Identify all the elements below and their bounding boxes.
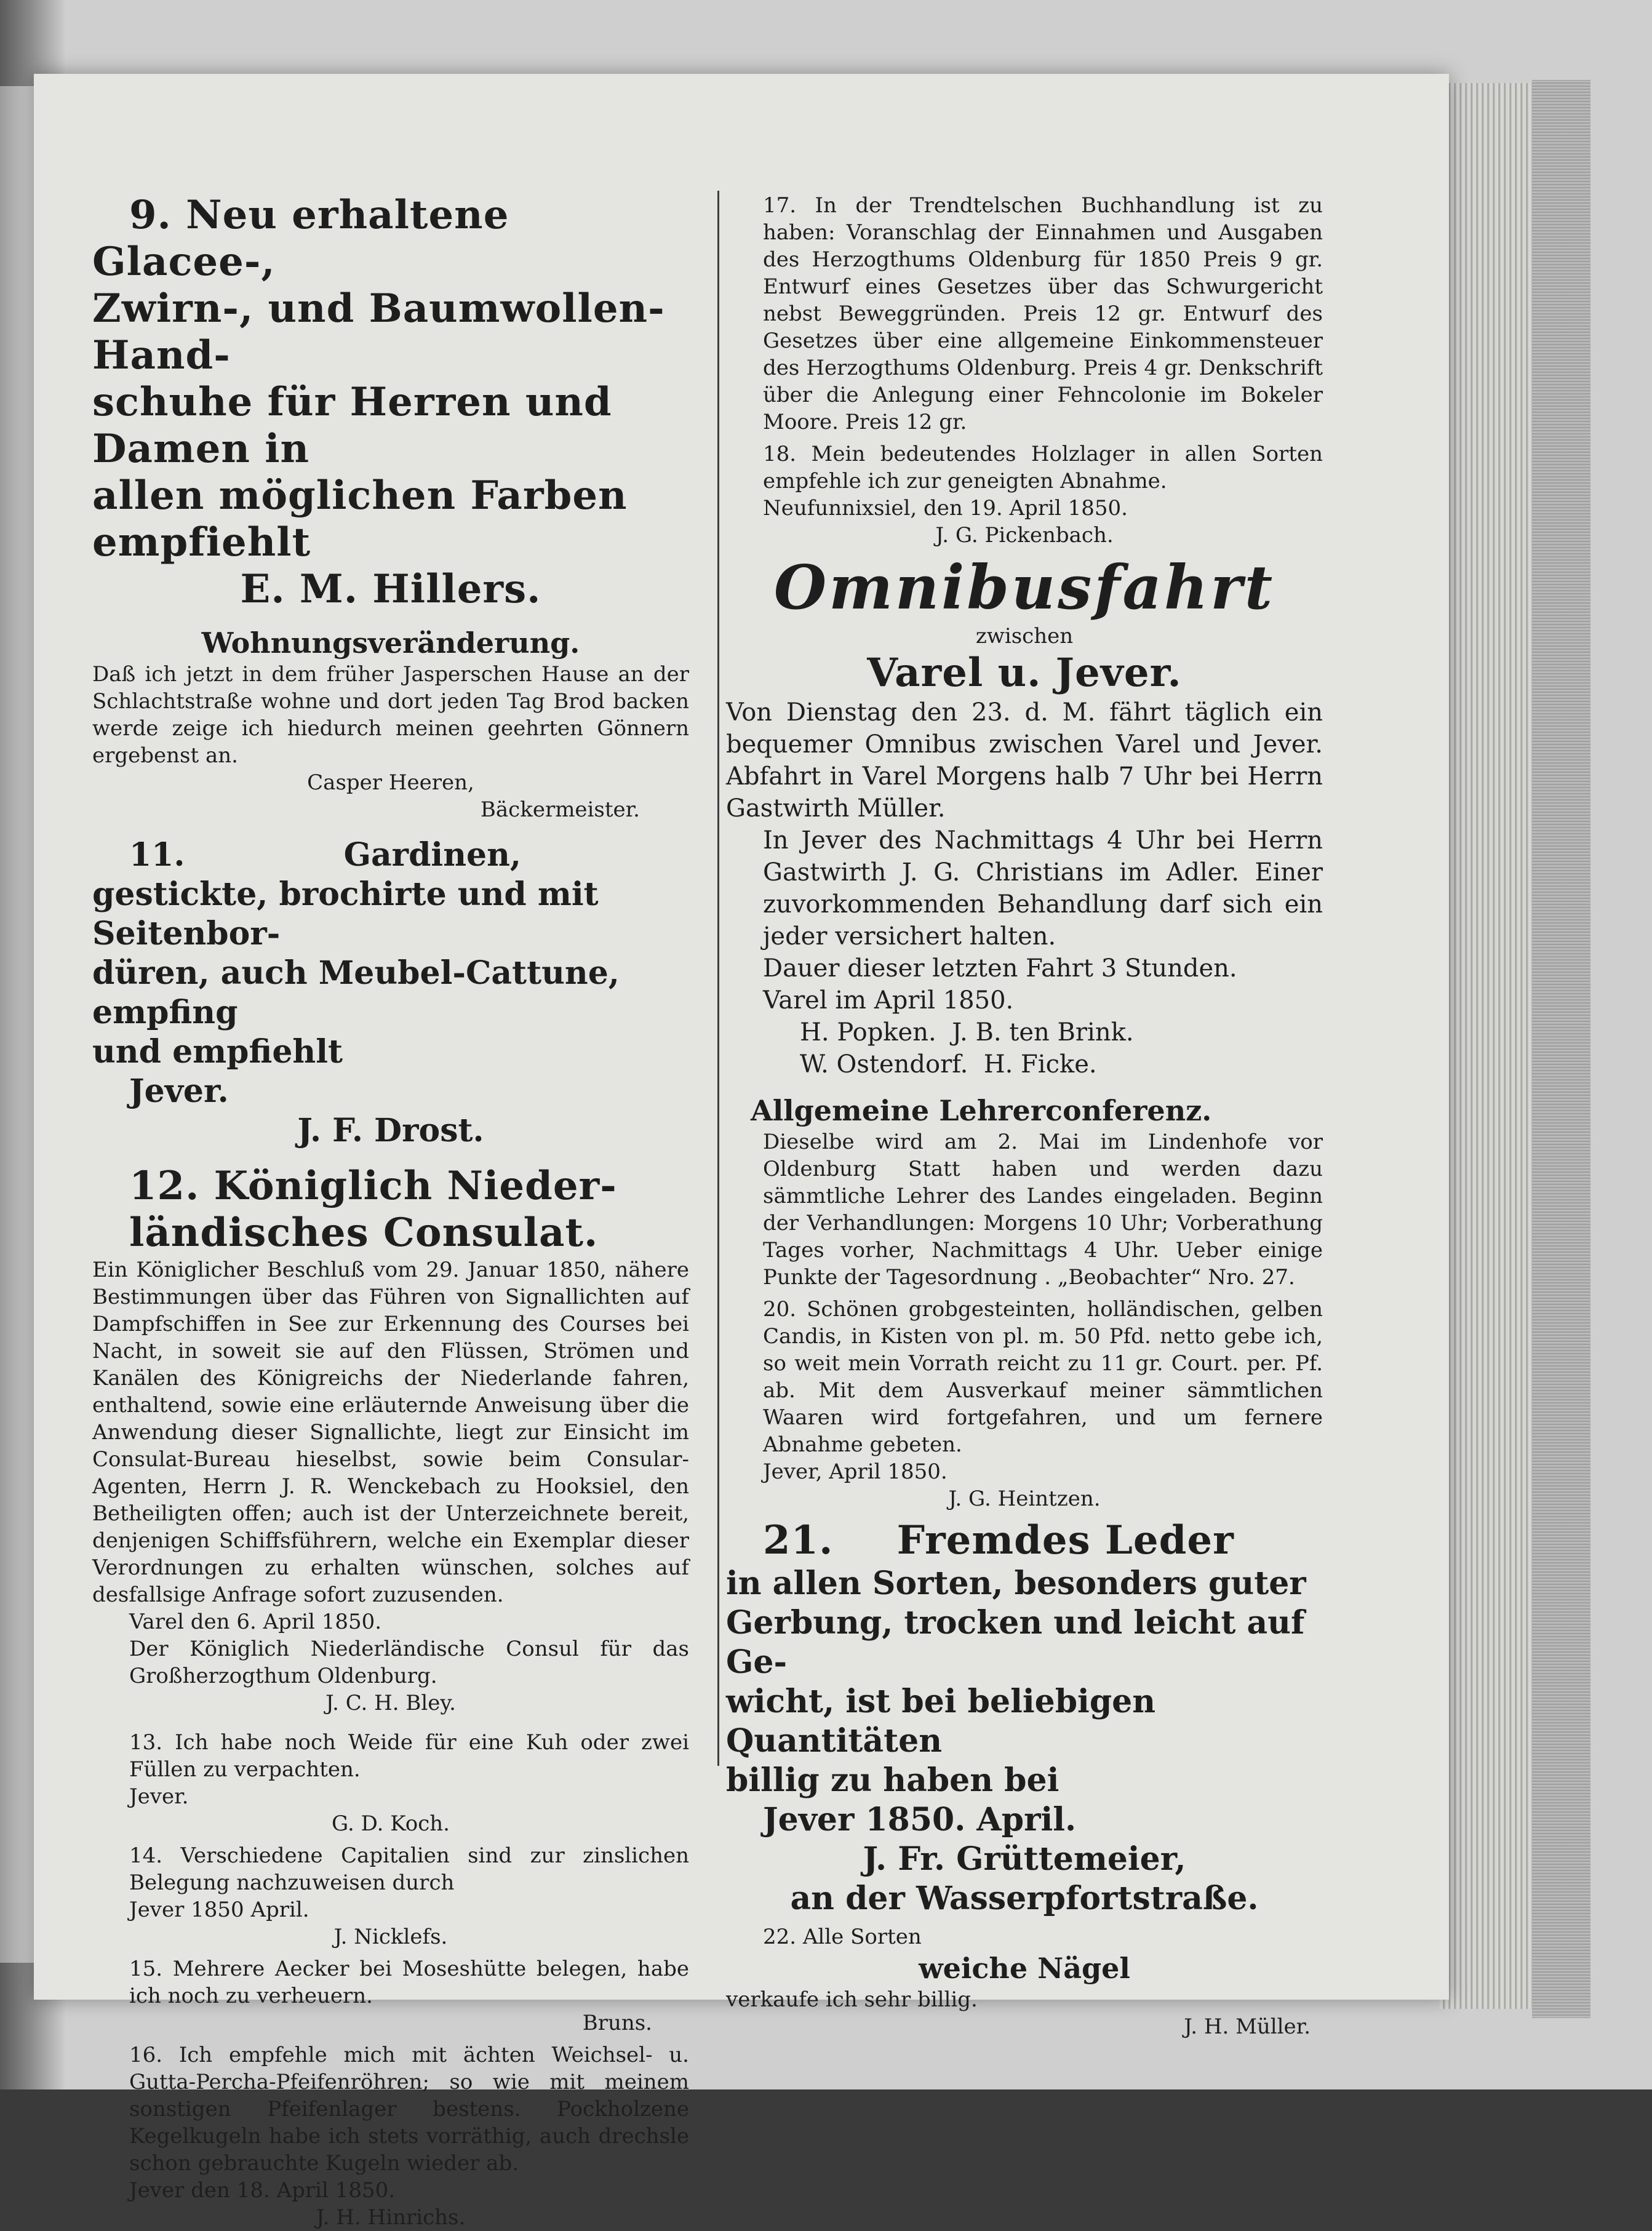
ad-text: 20. Schönen grobgesteinten, holländischen, gelben Candis, in Kisten von pl. m. 50 Pfd. netto gebe ich, so weit mein Vorrath reicht zu 11 gr. Court. per. Pf. ab. Mit dem Ausverkauf meiner sämmtlichen Waaren wird fortgefahren, und um fernere Abnahme gebeten.: [763, 1297, 1323, 1457]
ad-title: Gardinen,: [343, 836, 521, 874]
ad-signature: Casper Heeren,: [307, 770, 474, 795]
ad-text: 14. Verschiedene Capitalien sind zur zinslichen Belegung nachzuweisen durch: [129, 1843, 689, 1895]
ad-lehrer: [726, 1093, 1323, 1291]
ad-signature: J. F. Drost.: [297, 1112, 484, 1149]
ad-text: 15. Mehrere Aecker bei Moseshütte belegen, habe ich noch zu verheuern.: [129, 1957, 689, 2008]
ad-signature: J. G. Heintzen.: [948, 1487, 1101, 1511]
ad-text: Dauer dieser letzten Fahrt 3 Stunden.: [763, 954, 1237, 983]
ad-line: wicht, ist bei beliebigen Quantitäten: [726, 1683, 1156, 1760]
ad-text: Von Dienstag den 23. d. M. fährt täglich ein bequemer Omnibus zwischen Varel und Jever. Abfahrt in Varel Morgens halb 7 Uhr bei Herrn Gastwirth Müller.: [726, 698, 1323, 823]
ad-signature: J. Fr. Grüttemeier,: [863, 1840, 1186, 1878]
ad-line: Zwirn-, und Baumwollen-Hand-: [92, 285, 665, 378]
ad-title: Fremdes Leder: [896, 1517, 1234, 1563]
book-cover-edge: [1532, 80, 1590, 2018]
ad-14: [92, 1842, 689, 1950]
ad-text: In Jever des Nachmittags 4 Uhr bei Herrn Gastwirth J. G. Christians im Adler. Einer zuvorkommenden Behandlung darf sich ein jeder versichert halten.: [763, 826, 1323, 951]
ad-signature: J. C. H. Bley.: [325, 1691, 456, 1715]
ad-signature: J. H. Müller.: [1184, 2014, 1311, 2039]
column-divider: [717, 191, 719, 1766]
ad-title: Allgemeine Lehrerconferenz.: [751, 1094, 1212, 1127]
ad-text: 16. Ich empfehle mich mit ächten Weichsel- u. Gutta-Percha-Pfeifenröhren; so wie mit meinem sonstigen Pfeifenlager bestens. Pockholzene Kegelkugeln habe ich stets vorräthig, auch drechsle schon gebrauchte Kugeln wieder ab.: [129, 2043, 689, 2176]
ad-title: Königlich Nieder-: [213, 1163, 617, 1209]
ad-signature: J. H. Hinrichs.: [316, 2205, 466, 2230]
ad-text: 17. In der Trendtelschen Buchhandlung ist zu haben: Voranschlag der Einnahmen und Ausgaben des Herzogthums Oldenburg für 1850 Preis 9 gr. Entwurf eines Gesetzes über das Schwurgericht nebst Beweggründen. Preis 12 gr. Entwurf des Gesetzes über eine allgemeine Einkommensteuer des Herzogthums Oldenburg. Preis 4 gr. Denkschrift über die Anlegung einer Fehncolonie im Bokeler Moore. Preis 12 gr.: [763, 193, 1323, 434]
ad-21: [726, 1517, 1323, 1918]
ad-signature: J. G. Pickenbach.: [935, 523, 1114, 548]
ad-consul: Der Königlich Niederländische Consul für das Großherzogthum Oldenburg.: [129, 1637, 689, 1688]
ad-title: ländisches Consulat.: [129, 1210, 599, 1256]
ad-signature-address: an der Wasserpfortstraße.: [790, 1880, 1259, 1917]
left-page-edge: [0, 86, 34, 1963]
ad-wohnung: [92, 625, 689, 823]
ad-line: Neu erhaltene Glacee-,: [92, 192, 509, 285]
ad-number: 12.: [129, 1163, 200, 1209]
ad-22: [726, 1923, 1323, 2040]
ad-18: [726, 441, 1323, 549]
ad-signature-title: Bäckermeister.: [480, 797, 640, 822]
ad-date: Varel den 6. April 1850.: [129, 1610, 382, 1634]
ad-text: 22. Alle Sorten: [763, 1925, 922, 1949]
ad-title: Wohnungsveränderung.: [201, 626, 580, 660]
ad-signature: G. D. Koch.: [332, 1811, 450, 1836]
ad-signature: E. M. Hillers.: [240, 566, 541, 612]
ad-text: Ein Königlicher Beschluß vom 29. Januar 1850, nähere Bestimmungen über das Führen von Signallichten auf Dampfschiffen in See zur Erkennung des Courses bei Nacht, in soweit sie auf den Flüssen, Strömen und Kanälen des Königreichs der Niederlande fahren, enthaltend, sowie eine erläuternde Anweisung über die Anwendung dieser Signallichte, liegt zur Einsicht im Consulat-Bureau hieselbst, sowie beim Consular-Agenten, Herrn J. R. Wenckebach zu Hooksiel, den Betheiligten offen; auch ist der Unterzeichnete bereit, denjenigen Schiffsführern, welche ein Exemplar dieser Verordnungen zu erhalten wünschen, solches auf desfallsige Anfrage sofort zuzusenden.: [92, 1258, 689, 1607]
ad-16: [92, 2041, 689, 2231]
ad-date: Jever 1850. April.: [763, 1801, 1077, 1838]
ad-date: Jever den 18. April 1850.: [129, 2178, 396, 2203]
ad-number: 11.: [129, 836, 185, 874]
ad-line: Gerbung, trocken und leicht auf Ge-: [726, 1604, 1305, 1681]
ad-text: Daß ich jetzt in dem früher Jasperschen Hause an der Schlachtstraße wohne und dort jeden Tag Brod backen werde zeige ich hiedurch meinen geehrten Gönnern ergebenst an.: [92, 662, 689, 768]
ad-place: Jever.: [129, 1072, 229, 1110]
ad-place: Jever.: [129, 1784, 189, 1809]
ad-17: [726, 192, 1323, 436]
ad-omnibus: [726, 554, 1323, 1080]
ad-number: 9.: [129, 192, 172, 238]
ad-date: Jever, April 1850.: [763, 1459, 948, 1484]
ad-date: Varel im April 1850.: [763, 986, 1014, 1015]
ad-date: Neufunnixsiel, den 19. April 1850.: [763, 496, 1128, 521]
ad-11: [92, 836, 689, 1151]
ad-number: 21.: [763, 1517, 834, 1563]
ad-text: Dieselbe wird am 2. Mai im Lindenhofe vor Oldenburg Statt haben und werden dazu sämmtliche Lehrer des Landes eingeladen. Beginn der Verhandlungen: Morgens 10 Uhr; Vorberathung Tages vorher, Nachmittags 4 Uhr. Ueber einige Punkte der Tagesordnung . „Beobachter“ Nro. 27.: [763, 1130, 1323, 1290]
ad-between: zwischen: [975, 624, 1074, 649]
ad-20: [726, 1296, 1323, 1512]
ad-signature: Bruns.: [582, 2011, 652, 2035]
ad-signature: W. Ostendorf. H. Ficke.: [800, 1050, 1097, 1079]
ad-signature: H. Popken. J. B. ten Brink.: [800, 1018, 1134, 1047]
ad-12: [92, 1163, 689, 1717]
ad-line: billig zu haben bei: [726, 1762, 1059, 1799]
ad-text: 18. Mein bedeutendes Holzlager in allen Sorten empfehle ich zur geneigten Abnahme.: [763, 442, 1323, 493]
ad-place: Jever 1850 April.: [129, 1898, 309, 1922]
ad-text: verkaufe ich sehr billig.: [726, 1987, 978, 2012]
ad-line: düren, auch Meubel-Cattune, empfing: [92, 954, 620, 1031]
ad-line: schuhe für Herren und Damen in: [92, 379, 612, 472]
ad-signature: J. Nicklefs.: [333, 1925, 448, 1949]
ad-line: allen möglichen Farben empfiehlt: [92, 473, 628, 565]
ad-line: gestickte, brochirte und mit Seitenbor-: [92, 876, 599, 952]
ad-13: [92, 1729, 689, 1837]
right-column: [726, 192, 1323, 2040]
left-column: [92, 192, 689, 2231]
ad-9: [92, 192, 689, 613]
ad-text: 13. Ich habe noch Weide für eine Kuh oder zwei Füllen zu verpachten.: [129, 1730, 689, 1782]
ad-route: Varel u. Jever.: [867, 650, 1182, 696]
ad-title: Omnibusfahrt: [773, 553, 1275, 623]
ad-line: und empfiehlt: [92, 1033, 343, 1071]
ad-line: in allen Sorten, besonders guter: [726, 1565, 1306, 1602]
ad-15: [92, 1955, 689, 2037]
ad-title: weiche Nägel: [919, 1952, 1130, 1985]
page-edge-stack: [1440, 83, 1538, 2009]
